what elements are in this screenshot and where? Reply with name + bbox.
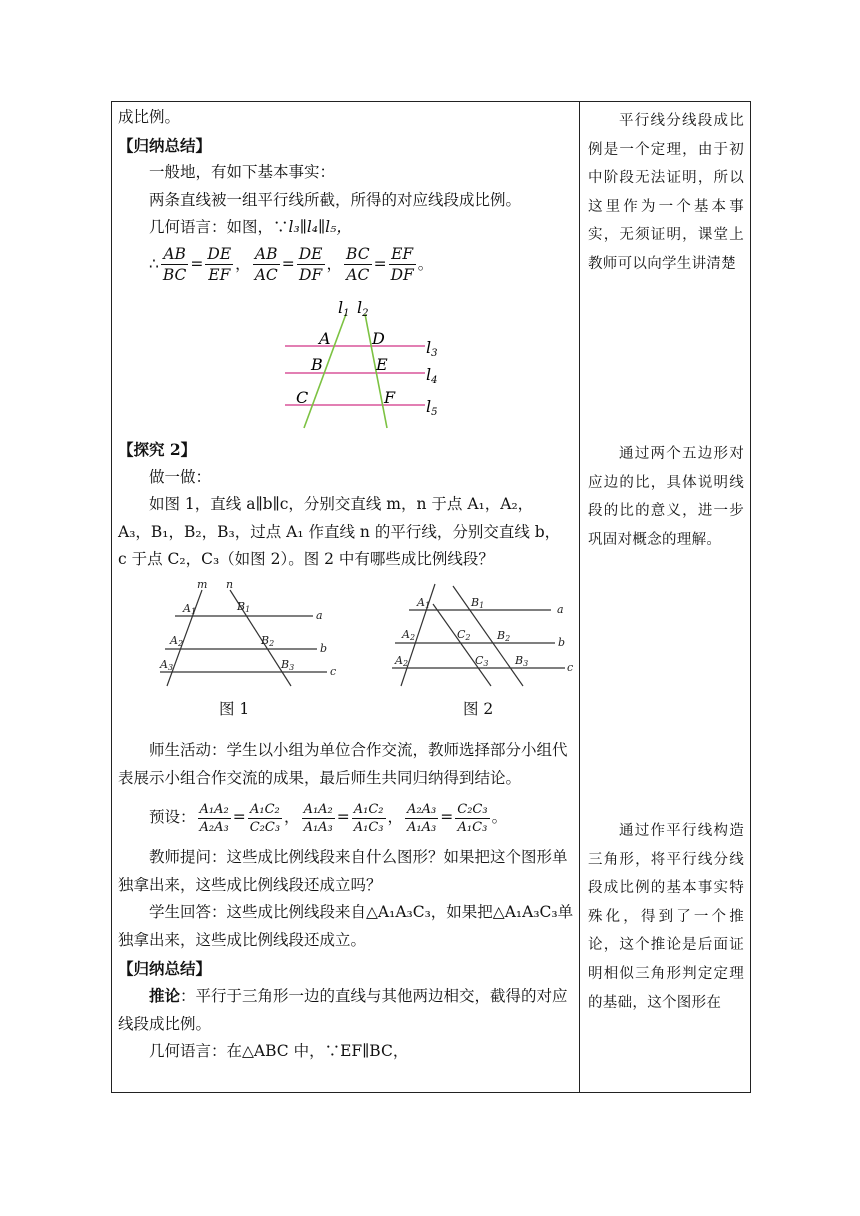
figure-2-caption: 图 2 — [463, 700, 494, 718]
figure-parallel-lines — [280, 298, 450, 438]
para-corollary — [118, 982, 576, 1038]
fraction: A₁A₂ A₁A₃ — [303, 801, 333, 835]
para-answer: 学生回答：这些成比例线段来自△A₁A₃C₃，如果把△A₁A₃C₃单独拿出来，这些成比例线段还成立。 — [118, 903, 574, 949]
para-fact: 两条直线被一组平行线所截，所得的对应线段成比例。 — [149, 190, 522, 209]
svg-text:n: n — [226, 578, 234, 591]
fraction: A₁A₂ A₂A₃ — [199, 801, 229, 835]
figure-1-caption: 图 1 — [219, 700, 250, 718]
label-F: F — [384, 388, 396, 407]
svg-text:A1: A1 — [183, 602, 197, 616]
line-parallel — [433, 604, 491, 686]
figure-2 — [387, 580, 577, 690]
para-desc-1: 如图 1，直线 a∥b∥c，分别交直线 m，n 于点 A₁，A₂， — [149, 495, 534, 514]
svg-text:A1: A1 — [417, 596, 431, 610]
svg-text:B3: B3 — [281, 658, 295, 672]
label-l3: l3 — [426, 338, 438, 359]
svg-text:B2: B2 — [497, 629, 511, 643]
svg-text:c: c — [567, 661, 574, 674]
side-note-3 — [588, 817, 744, 1017]
label-l1: l1 — [338, 298, 350, 319]
svg-text:m: m — [197, 578, 208, 591]
side-note-3-text: 通过作平行线构造三角形，将平行线分线段成比例的基本事实特殊化，得到了一个推论，这个推论是后面证明相似三角形判定定理的基础，这个图形在 — [588, 823, 744, 1011]
geo-math: l₃∥l₄∥l₅， — [288, 218, 352, 237]
fraction: AB AC — [254, 245, 278, 285]
fraction: C₂C₃ A₁C₃ — [457, 801, 488, 835]
svg-text:C2: C2 — [457, 628, 471, 642]
heading-summary-2: 【归纳总结】 — [118, 958, 212, 978]
svg-text:C3: C3 — [475, 654, 489, 668]
column-divider — [579, 101, 580, 1093]
svg-text:b: b — [558, 636, 566, 649]
label-B: B — [311, 355, 323, 374]
svg-text:A3: A3 — [160, 658, 174, 672]
main-column-3 — [118, 737, 576, 1066]
side-note-1-text: 平行线分线段成比例是一个定理，由于初中阶段无法证明，所以这里作为一个基本事实，无须证明，课堂上教师可以向学生讲清楚 — [588, 113, 744, 272]
svg-text:b: b — [320, 642, 328, 655]
label-l2: l2 — [357, 298, 369, 319]
para-desc-3: c 于点 C₂，C₃（如图 2）。图 2 中有哪些成比例线段？ — [118, 550, 494, 569]
corollary-label: 推论 — [149, 986, 181, 1006]
side-note-2 — [588, 440, 744, 554]
main-column-2 — [118, 436, 576, 574]
heading-summary-1: 【归纳总结】 — [118, 135, 212, 155]
figure-1 — [155, 578, 345, 690]
svg-text:B1: B1 — [471, 596, 485, 610]
svg-text:c: c — [330, 665, 337, 678]
para-geo-language-1 — [118, 214, 576, 242]
para-do: 做一做： — [149, 467, 212, 486]
therefore-symbol: ∴ — [149, 255, 159, 274]
para-question: 教师提问：这些成比例线段来自什么图形？如果把这个图形单独拿出来，这些成比例线段还成立吗？ — [118, 848, 568, 894]
para-activity: 师生活动：学生以小组为单位合作交流，教师选择部分小组代表展示小组合作交流的成果，最后师生共同归纳得到结论。 — [118, 741, 568, 787]
svg-text:B2: B2 — [261, 634, 275, 648]
para-desc-2: A₃，B₁，B₂，B₃，过点 A₁ 作直线 n 的平行线，分别交直线 b， — [118, 522, 561, 541]
label-C: C — [296, 388, 309, 407]
label-E: E — [376, 355, 388, 374]
label-l4: l4 — [426, 365, 438, 386]
heading-explore-2: 【探究 2】 — [118, 440, 197, 459]
para-geo-language-2: 几何语言：在△ABC 中，∵EF∥BC， — [149, 1042, 409, 1061]
fraction: A₁C₂ A₁C₃ — [353, 801, 384, 835]
side-note-1 — [588, 107, 744, 279]
fraction: AB BC — [162, 245, 187, 285]
svg-text:A2: A2 — [402, 628, 416, 642]
svg-text:B3: B3 — [515, 654, 529, 668]
fraction: EF DF — [390, 245, 414, 285]
geo-prefix: 几何语言：如图，∵ — [149, 218, 289, 237]
label-A: A — [319, 329, 331, 348]
equation-proportions-2: 预设： A₁A₂ A₂A₃ = A₁C₂ C₂C₃ ， A₁A₂ A₁A₃ = A₁C₂ A₁C₃ ， A₂A₃ A₁A₃ = C₂C₃ A₁C₃ 。 — [149, 801, 508, 835]
fraction: A₂A₃ A₁A₃ — [407, 801, 437, 835]
equation-proportions-1: ∴ AB BC = DE EF ， AB AC = DE DF ， BC AC = EF DF 。 — [149, 245, 434, 285]
label-D: D — [372, 329, 385, 348]
main-column — [118, 104, 576, 290]
svg-text:A2: A2 — [395, 654, 409, 668]
svg-text:B1: B1 — [237, 600, 251, 614]
svg-text:a: a — [557, 603, 564, 616]
fraction: A₁C₂ C₂C₃ — [249, 801, 281, 835]
fraction: DE EF — [207, 245, 232, 285]
corollary-text: ：平行于三角形一边的直线与其他两边相交，截得的对应线段成比例。 — [118, 987, 568, 1033]
fraction: DE DF — [298, 245, 323, 285]
fraction: BC AC — [346, 245, 370, 285]
para-general: 一般地，有如下基本事实： — [149, 163, 336, 182]
side-note-2-text: 通过两个五边形对应边的比，具体说明线段的比的意义，进一步巩固对概念的理解。 — [588, 446, 744, 548]
svg-text:a: a — [316, 609, 323, 622]
svg-text:A2: A2 — [170, 634, 184, 648]
continuation-text: 成比例。 — [118, 108, 181, 126]
preset-label: 预设： — [149, 808, 196, 827]
label-l5: l5 — [426, 397, 438, 418]
